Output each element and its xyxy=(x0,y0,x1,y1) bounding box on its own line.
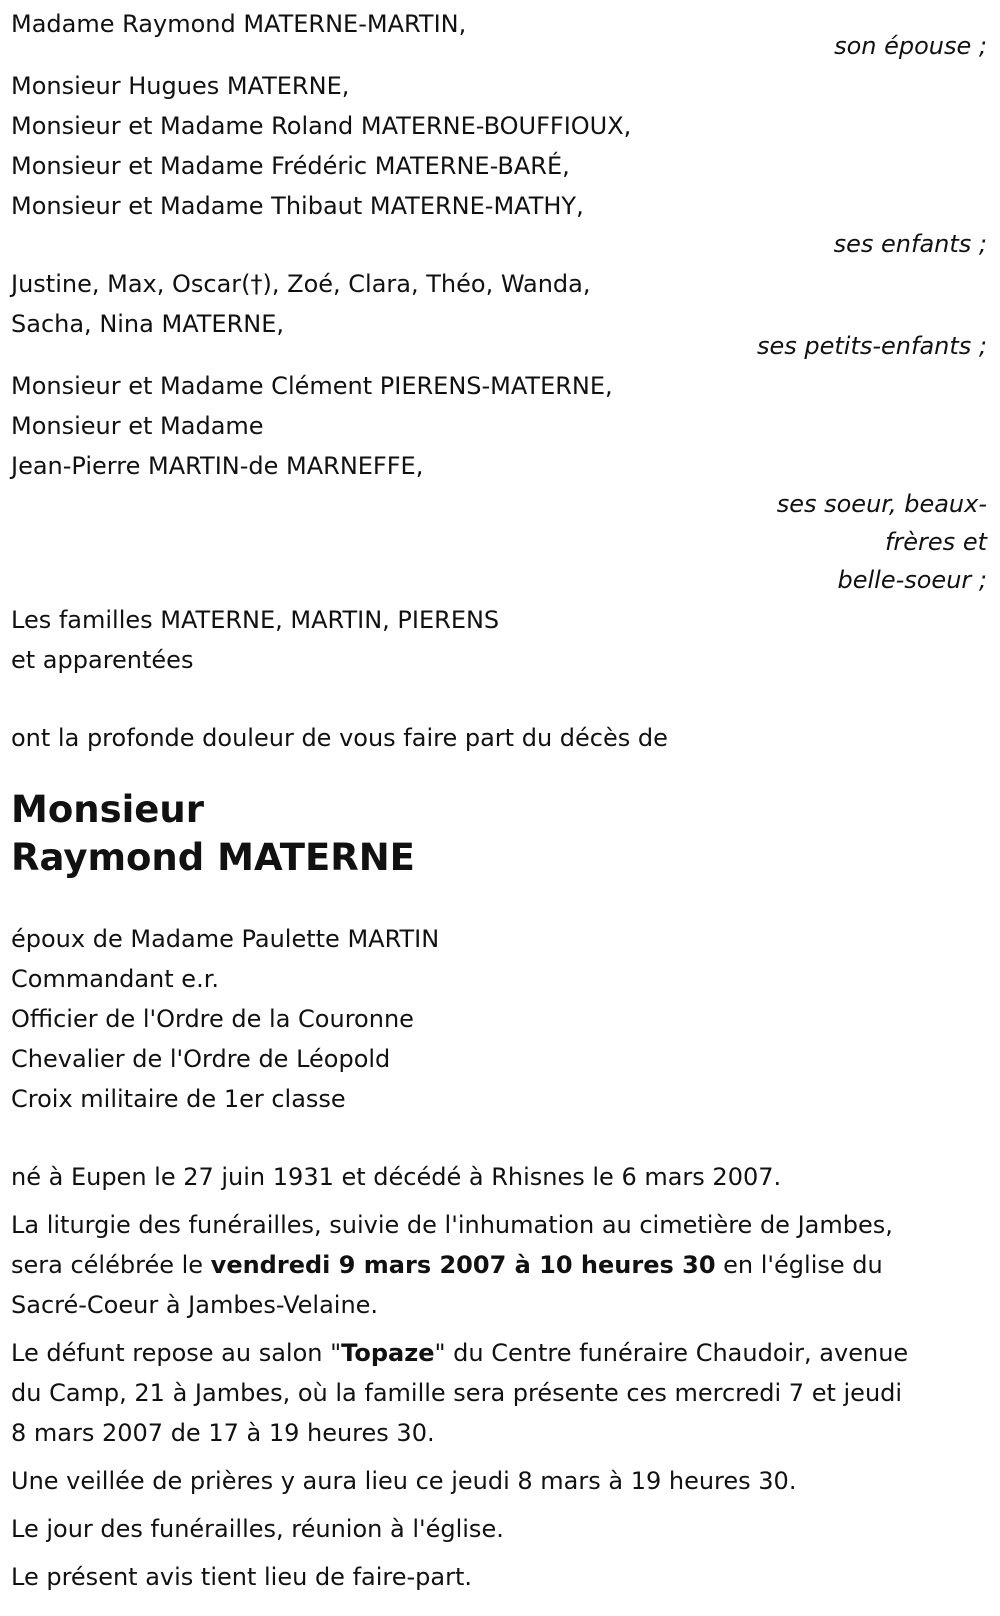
siblings-role: frères et xyxy=(884,528,987,556)
birth-death-text: né à Eupen le 27 juin 1931 et décédé à Rhisnes le 6 mars 2007. xyxy=(11,1163,782,1191)
child-name: Monsieur et Madame Frédéric MATERNE-BARÉ, xyxy=(11,152,570,180)
siblings-block xyxy=(11,366,989,600)
grandchildren-block xyxy=(11,264,989,366)
funeral-text: sera célébrée le xyxy=(11,1251,211,1279)
repose-text: Le défunt repose au salon " xyxy=(11,1339,342,1367)
funeral-date: vendredi 9 mars 2007 à 10 heures 30 xyxy=(210,1251,716,1279)
title-line: Commandant e.r. xyxy=(11,965,219,993)
deceased-block xyxy=(11,786,989,882)
grandchildren-names: Justine, Max, Oscar(†), Zoé, Clara, Théo, Wanda, xyxy=(11,270,591,298)
repose-paragraph xyxy=(11,1333,989,1453)
notice-text: Le présent avis tient lieu de faire-part. xyxy=(11,1563,473,1591)
vigil-text: Une veillée de prières y aura lieu ce jeudi 8 mars à 19 heures 30. xyxy=(11,1467,797,1495)
repose-line: 8 mars 2007 de 17 à 19 heures 30. xyxy=(11,1419,435,1447)
deceased-name: Raymond MATERNE xyxy=(11,836,415,879)
title-line: Croix militaire de 1er classe xyxy=(11,1085,346,1113)
other-families-block xyxy=(11,600,989,680)
spouse-name: Madame Raymond MATERNE-MARTIN, xyxy=(11,10,467,38)
child-name: Monsieur Hugues MATERNE, xyxy=(11,72,350,100)
funeral-text: en l'église du xyxy=(715,1251,883,1279)
salon-name: Topaze xyxy=(341,1339,435,1367)
deceased-title: Monsieur xyxy=(11,788,204,831)
announcement-text: ont la profonde douleur de vous faire part du décès de xyxy=(11,724,668,752)
title-line: Officier de l'Ordre de la Couronne xyxy=(11,1005,414,1033)
children-role: ses enfants ; xyxy=(833,230,987,258)
obituary-notice xyxy=(11,0,989,1597)
other-families-line: Les familles MATERNE, MARTIN, PIERENS xyxy=(11,606,500,634)
siblings-role: belle-soeur ; xyxy=(837,566,987,594)
title-line: Chevalier de l'Ordre de Léopold xyxy=(11,1045,391,1073)
other-families-line: et apparentées xyxy=(11,646,194,674)
titles-block xyxy=(11,919,989,1119)
siblings-role: ses soeur, beaux- xyxy=(776,490,987,518)
funeral-paragraph xyxy=(11,1205,989,1325)
children-block xyxy=(11,66,989,264)
repose-line: du Camp, 21 à Jambes, où la famille sera présente ces mercredi 7 et jeudi xyxy=(11,1379,903,1407)
grandchildren-names: Sacha, Nina MATERNE, xyxy=(11,310,284,338)
funeral-line: La liturgie des funérailles, suivie de l'inhumation au cimetière de Jambes, xyxy=(11,1211,893,1239)
child-name: Monsieur et Madame Roland MATERNE-BOUFFIOUX, xyxy=(11,112,632,140)
repose-line xyxy=(11,1333,989,1373)
spouse-role: son épouse ; xyxy=(834,32,987,60)
repose-text: " du Centre funéraire Chaudoir, avenue xyxy=(434,1339,909,1367)
funeral-line: Sacré-Coeur à Jambes-Velaine. xyxy=(11,1291,379,1319)
sibling-name: Monsieur et Madame xyxy=(11,412,264,440)
funeral-line xyxy=(11,1245,989,1285)
sibling-name: Jean-Pierre MARTIN-de MARNEFFE, xyxy=(11,452,424,480)
spouse-block xyxy=(11,4,989,66)
grandchildren-role: ses petits-enfants ; xyxy=(756,332,987,360)
sibling-name: Monsieur et Madame Clément PIERENS-MATERNE, xyxy=(11,372,613,400)
title-line: époux de Madame Paulette MARTIN xyxy=(11,925,440,953)
child-name: Monsieur et Madame Thibaut MATERNE-MATHY, xyxy=(11,192,584,220)
meeting-text: Le jour des funérailles, réunion à l'église. xyxy=(11,1515,504,1543)
